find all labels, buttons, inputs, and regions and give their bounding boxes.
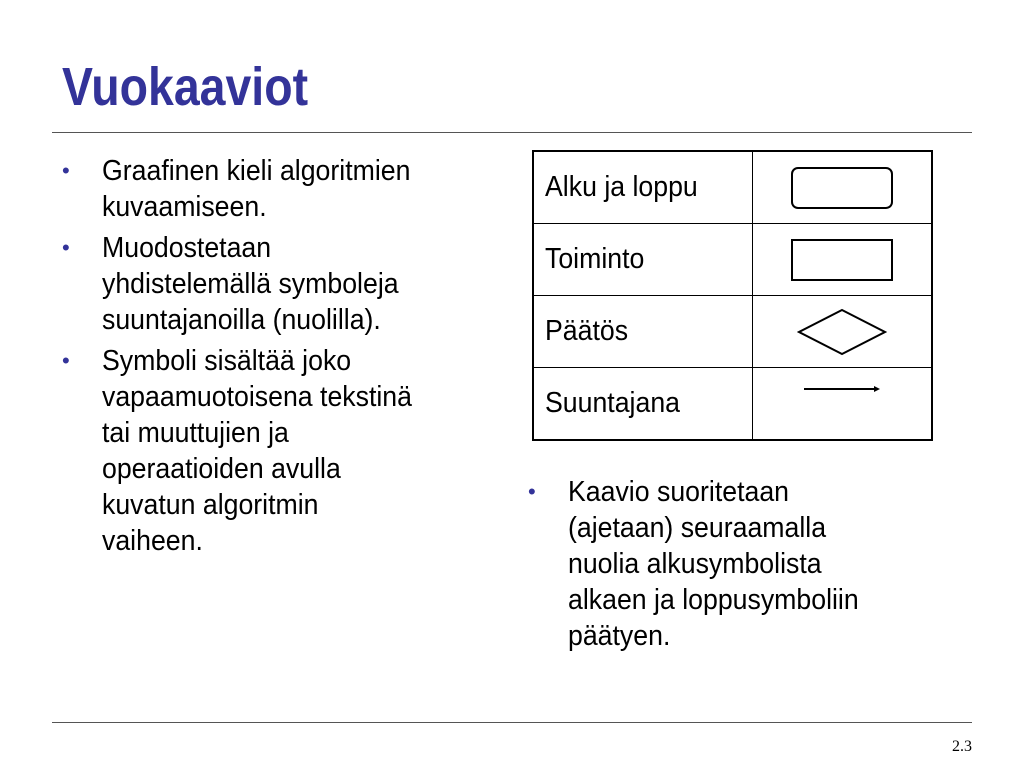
footer-divider	[52, 722, 972, 723]
diamond-icon	[797, 308, 887, 356]
rectangle-icon	[790, 238, 894, 282]
bullet-item	[62, 230, 532, 338]
left-bullet-list	[62, 153, 532, 564]
slide-title: Vuokaaviot	[62, 57, 309, 117]
rounded-rectangle-icon	[790, 166, 894, 210]
bullet-item	[62, 343, 532, 559]
page-number: 2.3	[952, 738, 972, 755]
symbol-label: Päätös	[545, 315, 629, 347]
table-row	[533, 151, 932, 224]
symbol-label-cell	[533, 151, 753, 224]
symbol-cell	[753, 296, 932, 368]
bullet-item	[62, 153, 532, 225]
symbol-label-cell	[533, 368, 753, 441]
title-divider	[52, 132, 972, 133]
symbol-cell	[753, 224, 932, 296]
table-row	[533, 296, 932, 368]
symbol-label-cell	[533, 224, 753, 296]
bullet-item	[528, 474, 978, 654]
symbol-label: Suuntajana	[545, 387, 681, 419]
bullet-text: Muodostetaan yhdistelemällä symboleja suuntajanoilla (nuolilla).	[102, 232, 399, 336]
bullet-icon: •	[62, 235, 70, 260]
symbol-cell	[753, 368, 932, 441]
table-row	[533, 368, 932, 441]
flowchart-symbol-table	[532, 150, 933, 441]
arrow-icon	[802, 382, 882, 396]
symbol-label-cell	[533, 296, 753, 368]
bullet-icon: •	[62, 348, 70, 373]
bullet-icon: •	[528, 479, 536, 504]
table-row	[533, 224, 932, 296]
symbol-cell	[753, 151, 932, 224]
bullet-text: Kaavio suoritetaan (ajetaan) seuraamalla nuolia alkusymbolista alkaen ja loppusymboliin päätyen.	[568, 476, 859, 652]
bullet-text: Graafinen kieli algoritmien kuvaamiseen.	[102, 155, 411, 223]
symbol-label: Toiminto	[545, 243, 645, 275]
bullet-text: Symboli sisältää joko vapaamuotoisena tekstinä tai muuttujien ja operaatioiden avulla kuvatun algoritmin vaiheen.	[102, 345, 412, 557]
symbol-label: Alku ja loppu	[545, 171, 698, 203]
bullet-icon: •	[62, 158, 70, 183]
right-bullet-list	[528, 474, 978, 659]
